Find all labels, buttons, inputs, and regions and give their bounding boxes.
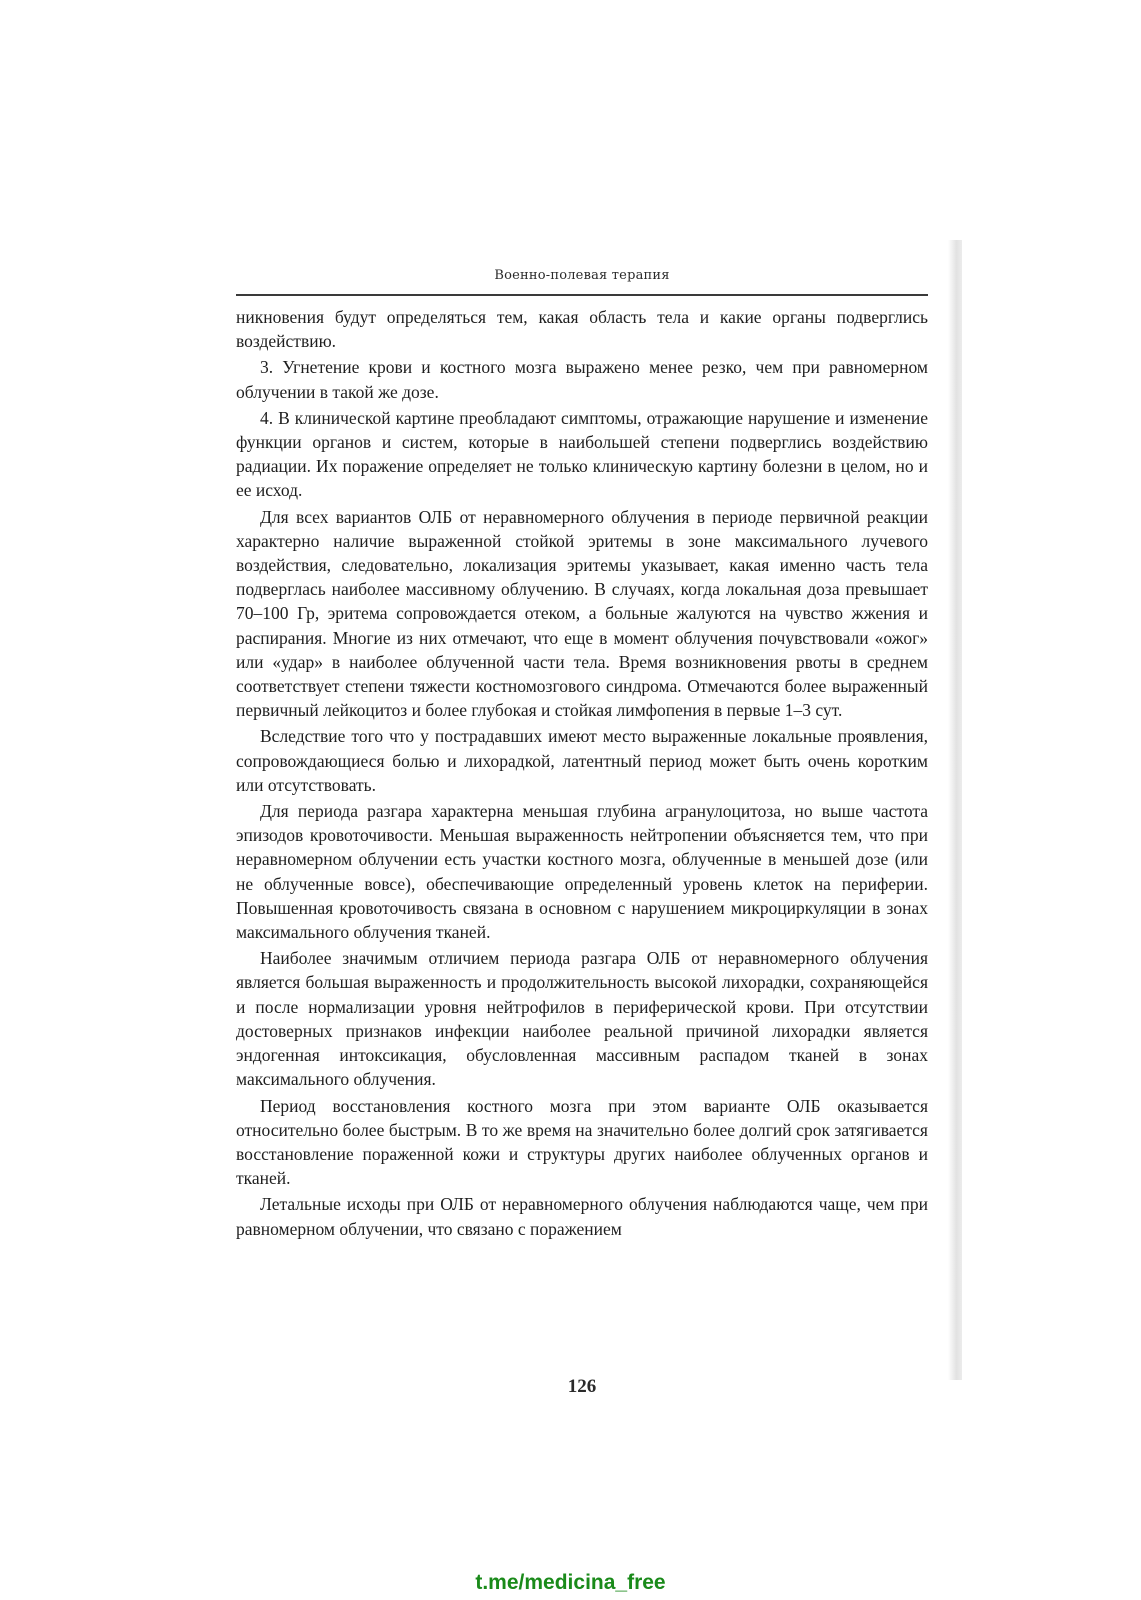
footer-link[interactable]: t.me/medicina_free xyxy=(475,1571,666,1594)
paragraph: Наиболее значимым отличием периода разгара ОЛБ от неравномерного облучения является большая выраженность и продолжительность высокой лихорадки, сохраняющейся и после нормализации уровня нейтрофилов в периферической крови. При отсутствии достоверных признаков инфекции наиболее реальной причиной лихорадки является эндогенная интоксикация, обусловленная массивным распадом тканей в зонах максимального облучения. xyxy=(236,948,928,1090)
paragraph: 4. В клинической картине преобладают симптомы, отражающие нарушение и изменение функции органов и систем, которые в наибольшей степени подверглись воздействию радиации. Их поражение определяет не только клиническую картину болезни в целом, но и ее исход. xyxy=(236,407,928,501)
paragraph: Для всех вариантов ОЛБ от неравномерного облучения в периоде первичной реакции характерно наличие выраженной стойкой эритемы в зоне максимального лучевого воздействия, следовательно, локализация эритемы указывает, какая именно часть тела подверглась наиболее массивному облучению. В случаях, когда локальная доза превышает 70–100 Гр, эритема сопровождается отеком, а больные жалуются на чувство жжения и распирания. Многие из них отмечают, что еще в момент облучения почувствовали «ожог» или «удар» в наиболее облученной части тела. Время возникновения рвоты в среднем соответствует степени тяжести костномозгового синдрома. Отмечаются более выраженный первичный лейкоцитоз и более глубокая и стойкая лимфопения в первые 1–3 сут. xyxy=(236,506,928,721)
page-number: 126 xyxy=(567,1376,597,1397)
paragraph: 3. Угнетение крови и костного мозга выражено менее резко, чем при равномерном облучении в такой же дозе. xyxy=(236,357,928,402)
paragraph-continued: никновения будут определяться тем, какая область тела и какие органы подверглись воздействию. xyxy=(236,307,928,352)
header-rule xyxy=(236,294,928,296)
paragraph: Для периода разгара характерна меньшая глубина агранулоцитоза, но выше частота эпизодов кровоточивости. Меньшая выраженность нейтропении объясняется тем, что при неравномерном облучении есть участки костного мозга, облученные в меньшей дозе (или не облученные вовсе), обеспечивающие определенный уровень клеток на периферии. Повышенная кровоточивость связана в основном с нарушением микроциркуляции в зонах максимального облучения тканей. xyxy=(236,801,928,943)
paragraph: Период восстановления костного мозга при этом варианте ОЛБ оказывается относительно более быстрым. В то же время на значительно более долгий срок затягивается восстановление пораженной кожи и структуры других наиболее облученных органов и тканей. xyxy=(236,1095,928,1189)
paragraph: Летальные исходы при ОЛБ от неравномерного облучения наблюдаются чаще, чем при равномерном облучении, что связано с поражением xyxy=(236,1194,928,1239)
body-text xyxy=(236,305,928,1243)
paragraph: Вследствие того что у пострадавших имеют место выраженные локальные проявления, сопровождающиеся болью и лихорадкой, латентный период может быть очень коротким или отсутствовать. xyxy=(236,726,928,795)
page-edge-shadow xyxy=(948,240,962,1380)
running-head: Военно-полевая терапия xyxy=(494,268,670,283)
